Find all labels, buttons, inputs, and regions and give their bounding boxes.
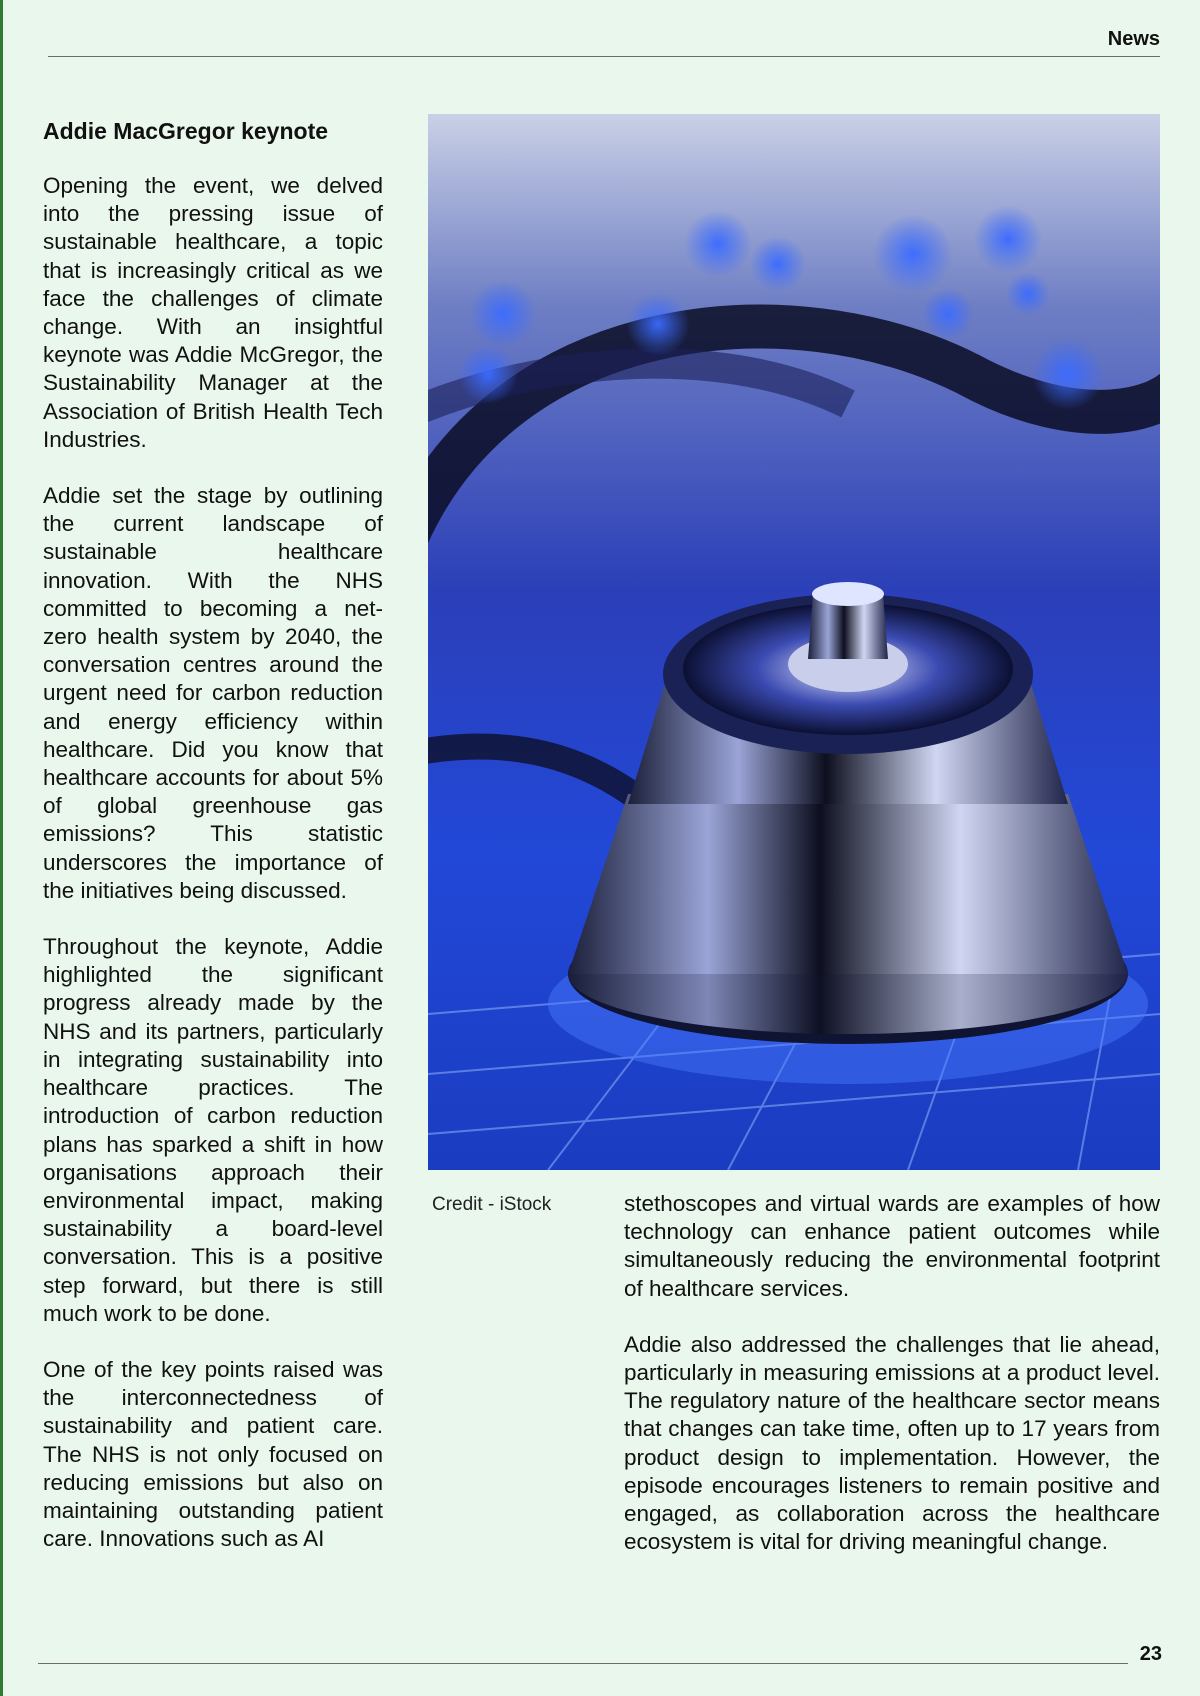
article-right-column: [624, 1190, 1160, 1584]
header-divider: [48, 56, 1160, 57]
image-caption: Credit - iStock: [432, 1194, 552, 1215]
article-paragraph-2: Addie set the stage by outlining the current landscape of sustainable healthcare innovation. With the NHS committed to becoming a net-zero health system by 2040, the conversation centres around the urgent need for carbon reduction and energy efficiency within healthcare. Did you know that healthcare accounts for about 5% of global greenhouse gas emissions? This statistic underscores the importance of the initiatives being discussed.: [43, 483, 383, 903]
section-label: News: [1107, 28, 1160, 50]
article-heading: Addie MacGregor keynote: [43, 118, 329, 144]
page-number: 23: [1139, 1643, 1162, 1665]
article-paragraph-1: Opening the event, we delved into the pressing issue of sustainable healthcare, a topic that is increasingly critical as we face the challenges of climate change. With an insightful keynote was Addie McGregor, the Sustainability Manager at the Association of British Health Tech Industries.: [43, 173, 383, 452]
article-paragraph-4: One of the key points raised was the interconnectedness of sustainability and patient care. The NHS is not only focused on reducing emissions but also on maintaining outstanding patient care. Innovations such as AI: [43, 1356, 383, 1552]
stethoscope-photo: [428, 114, 1160, 1170]
stethoscope-illustration: [428, 114, 1160, 1170]
article-paragraph-6: Addie also addressed the challenges that lie ahead, particularly in measuring emissions at a product level. The regulatory nature of the healthcare sector means that changes can take time, often up to 17 years from product design to implementation. However, the episode encourages listeners to remain positive and engaged, as collaboration across the healthcare ecosystem is vital for driving meaningful change.: [624, 1331, 1160, 1555]
article-paragraph-3: Throughout the keynote, Addie highlighted the significant progress already made by the NHS and its partners, particularly in integrating sustainability into healthcare practices. The introduction of carbon reduction plans has sparked a shift in how organisations approach their environmental impact, making sustainability a board-level conversation. This is a positive step forward, but there is still much work to be done.: [43, 934, 383, 1326]
article-left-column: [43, 116, 383, 1581]
page-edge-accent: [0, 0, 3, 1696]
article-paragraph-5: stethoscopes and virtual wards are examples of how technology can enhance patient outcomes while simultaneously reducing the environmental footprint of healthcare services.: [624, 1191, 1160, 1301]
footer-divider: [38, 1663, 1128, 1664]
